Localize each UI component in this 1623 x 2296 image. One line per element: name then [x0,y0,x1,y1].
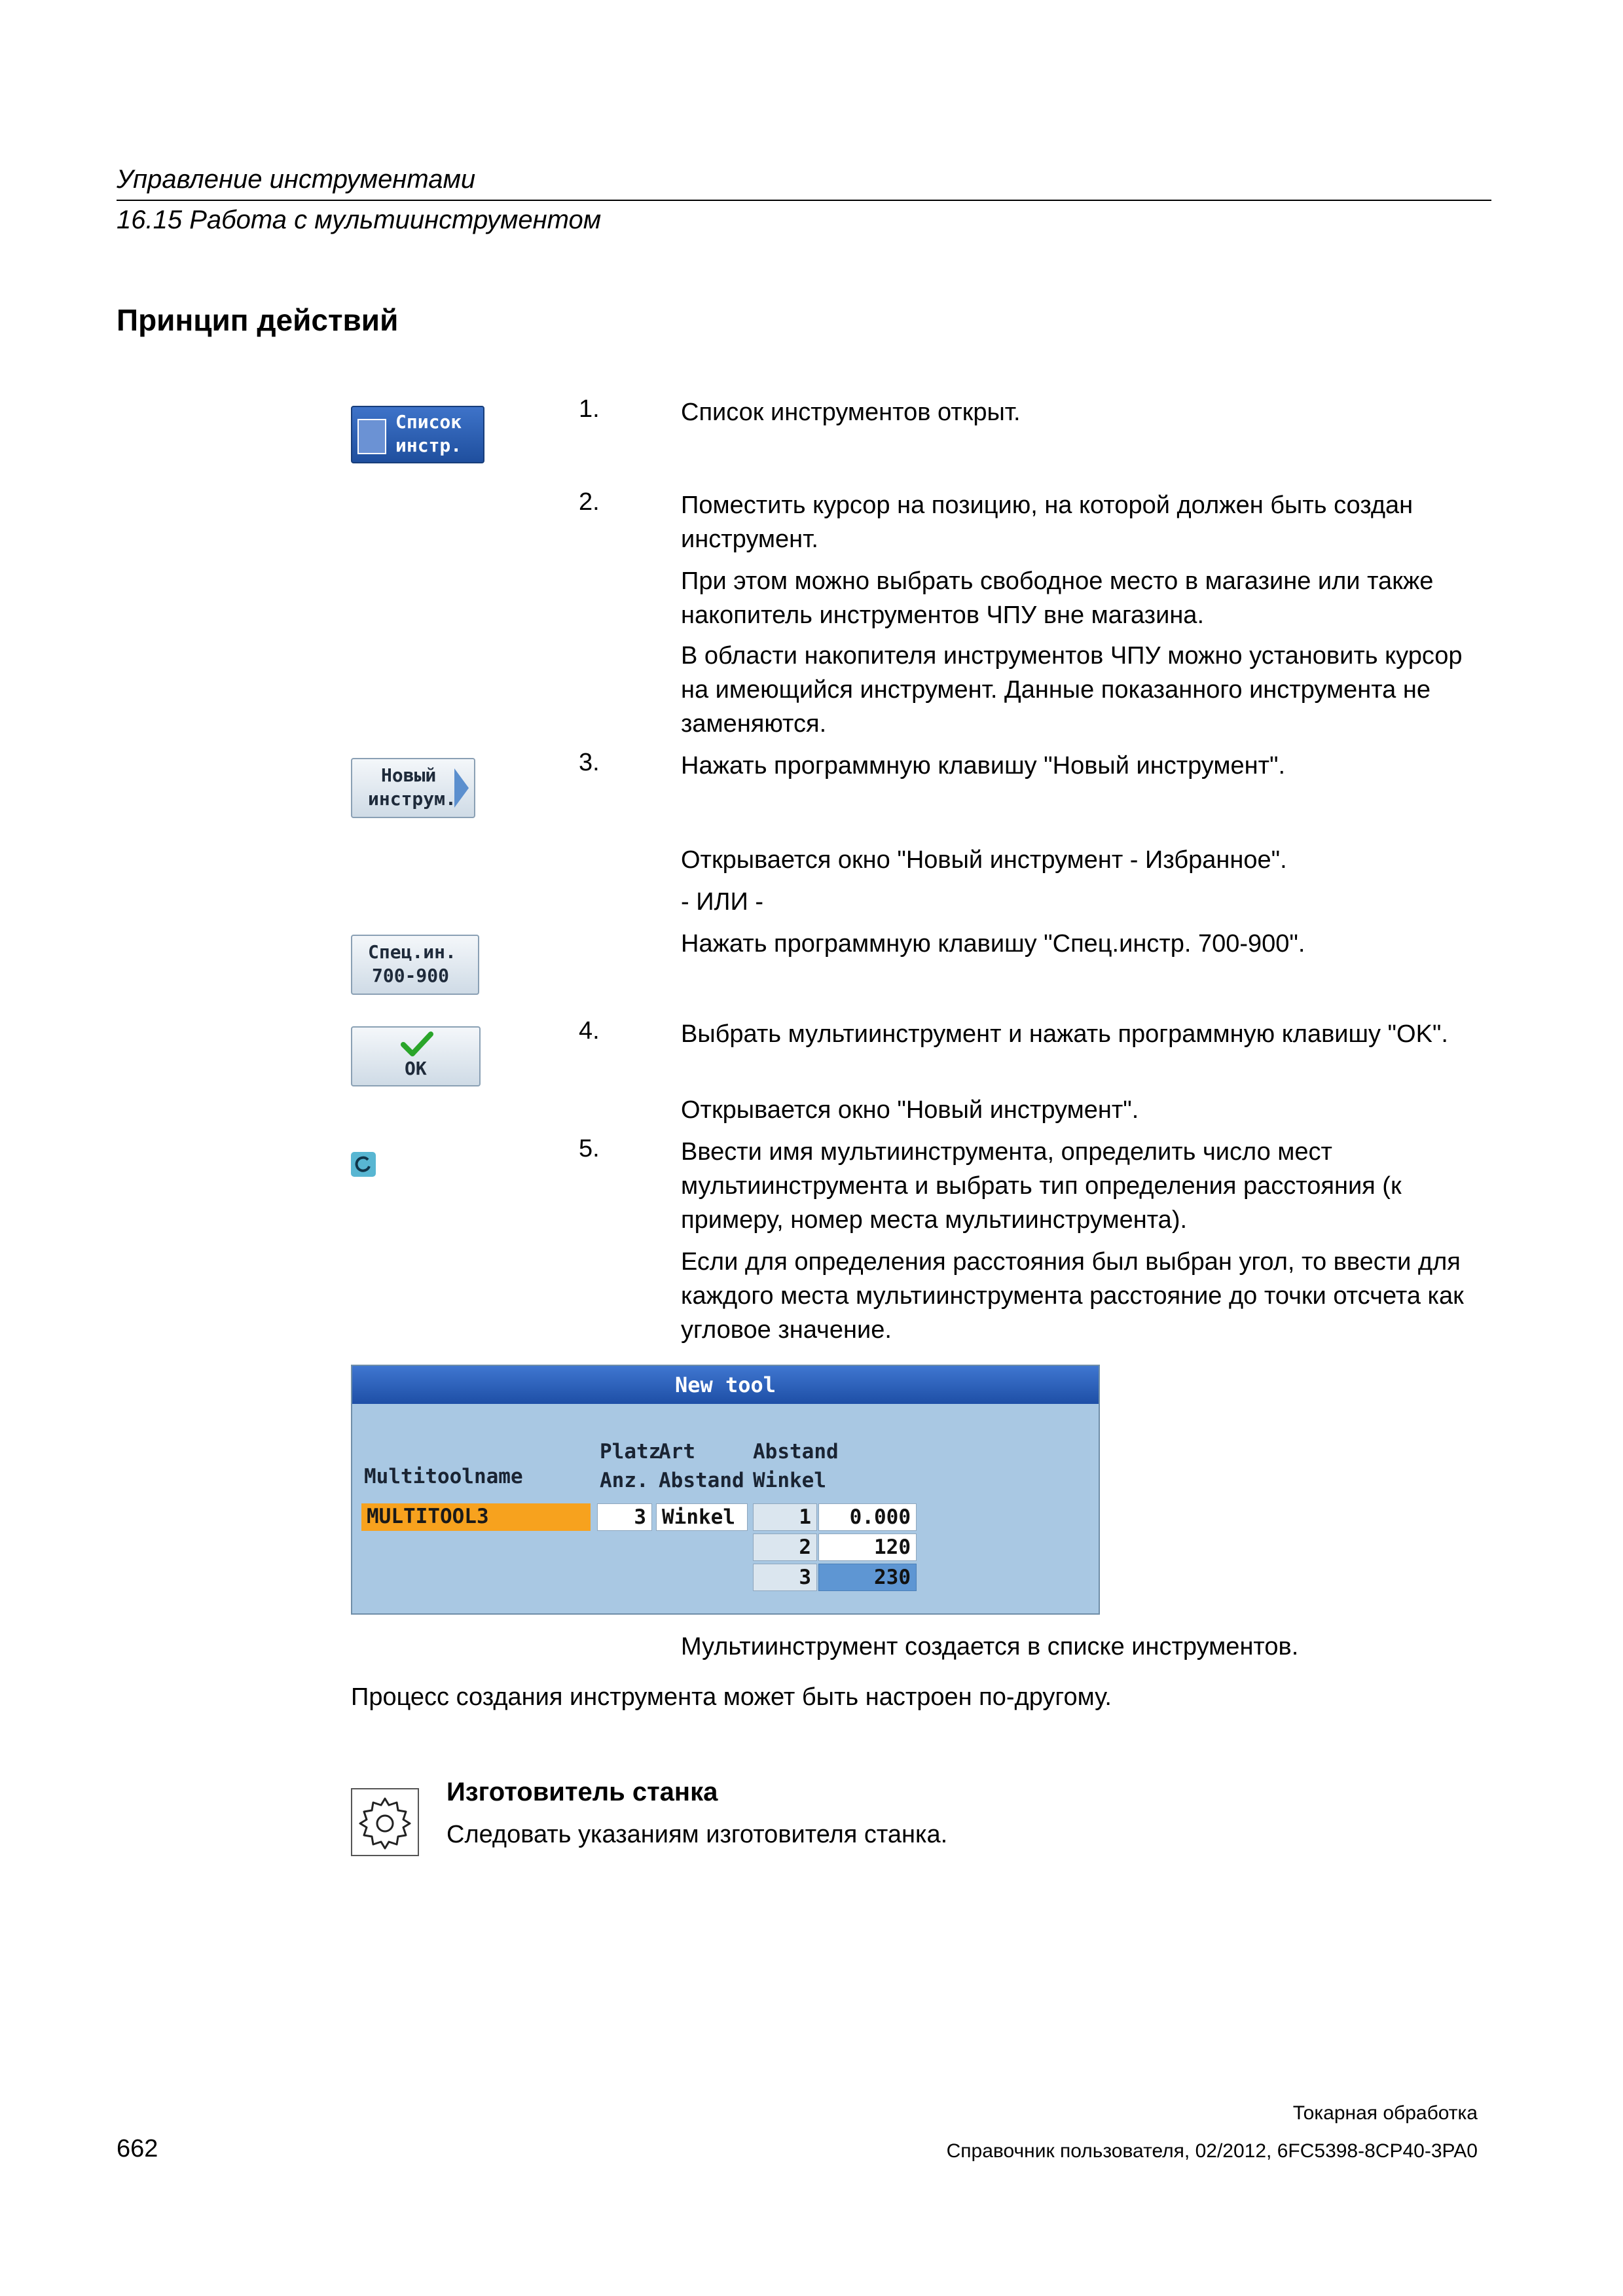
step-4-text-a: Выбрать мультиинструмент и нажать программную клавишу "OK". [681,1020,1448,1048]
abstand-label: Abstand [753,1440,839,1463]
checkmark-icon [401,1031,433,1058]
special-tool-softkey[interactable] [351,935,479,995]
tool-list-softkey[interactable] [351,406,484,463]
machine-manufacturer-box [351,1788,419,1856]
section-header: 16.15 Работа с мультиинструментом [117,206,602,234]
step-4-text-b: Открывается окно "Новый инструмент". [681,1096,1139,1124]
new-tool-label-2: инструм. [368,788,456,810]
anz-label: Anz. [600,1469,649,1492]
step-4-number: 4. [579,1017,600,1045]
footer-title: Токарная обработка [1292,2102,1478,2124]
new-tool-softkey[interactable] [351,758,475,818]
page-number: 662 [117,2135,158,2162]
winkel-label: Winkel [753,1469,826,1492]
art-label: Art [659,1440,695,1463]
footer-doc-info: Справочник пользователя, 02/2012, 6FC5398-8CP40-3PA0 [946,2140,1478,2162]
tool-list-label-2: инстр. [395,435,462,456]
result-text: Мультиинструмент создается в списке инструментов. [681,1633,1299,1660]
platz-label: Platz [600,1440,661,1463]
multitoolname-input[interactable]: MULTITOOL3 [361,1503,591,1531]
new-tool-dialog [351,1365,1100,1615]
step-3-text-or: - ИЛИ - [681,888,763,916]
multitoolname-label: Multitoolname [364,1465,523,1488]
distance-type-select[interactable]: Winkel [656,1503,748,1531]
ok-label: OK [405,1058,427,1079]
chevron-right-icon [454,768,469,808]
angle-input-selected[interactable]: 230 [818,1564,917,1591]
place-count-input[interactable]: 3 [597,1503,652,1531]
place-number: 2 [753,1534,817,1561]
input-key-icon [351,1152,376,1177]
place-number: 3 [753,1564,817,1591]
page-heading: Принцип действий [117,303,399,337]
step-2-text-c: В области накопителя инструментов ЧПУ можно установить курсор на имеющийся инструмент. Данные показанного инструмента не заменяются. [681,642,1463,738]
step-3-text-a: Нажать программную клавишу "Новый инструмент". [681,752,1286,780]
step-1-number: 1. [579,395,600,423]
art-abstand-label: Abstand [659,1469,744,1492]
step-3-text-b: Открывается окно "Новый инструмент - Избранное". [681,846,1287,874]
angle-input[interactable]: 120 [818,1534,917,1561]
step-1-text: Список инструментов открыт. [681,399,1021,426]
new-tool-label-1: Новый [381,764,437,786]
step-2-text-a: Поместить курсор на позицию, на которой должен быть создан инструмент. [681,492,1413,553]
step-5-text-b: Если для определения расстояния был выбран угол, то ввести для каждого места мультиинструмента расстояние до точки отсчета как угловое значение. [681,1248,1464,1344]
chapter-header: Управление инструментами [117,165,476,194]
step-5-number: 5. [579,1135,600,1162]
special-tool-label-2: 700-900 [372,965,450,986]
step-2-text-b: При этом можно выбрать свободное место в магазине или также накопитель инструментов ЧПУ вне магазина. [681,567,1434,629]
angle-input[interactable]: 0.000 [818,1503,917,1531]
note-text: Процесс создания инструмента может быть настроен по-другому. [351,1683,1112,1711]
step-2-number: 2. [579,488,600,516]
step-3-number: 3. [579,749,600,776]
step-5-text-a: Ввести имя мультиинструмента, определить число мест мультиинструмента и выбрать тип определения расстояния (к примеру, номер места мультиинструмента). [681,1138,1402,1234]
tool-list-icon [357,419,386,454]
step-3-text-c: Нажать программную клавишу "Спец.инстр. 700-900". [681,930,1305,958]
header-rule [117,200,1491,201]
manufacturer-title: Изготовитель станка [447,1778,718,1806]
special-tool-label-1: Спец.ин. [368,941,456,963]
ok-softkey[interactable] [351,1026,481,1086]
place-number: 1 [753,1503,817,1531]
manufacturer-text: Следовать указаниям изготовителя станка. [447,1821,948,1848]
tool-list-label-1: Список [395,411,462,433]
refresh-icon [351,1152,376,1177]
dialog-title: New tool [352,1366,1099,1404]
gear-icon [352,1789,418,1855]
